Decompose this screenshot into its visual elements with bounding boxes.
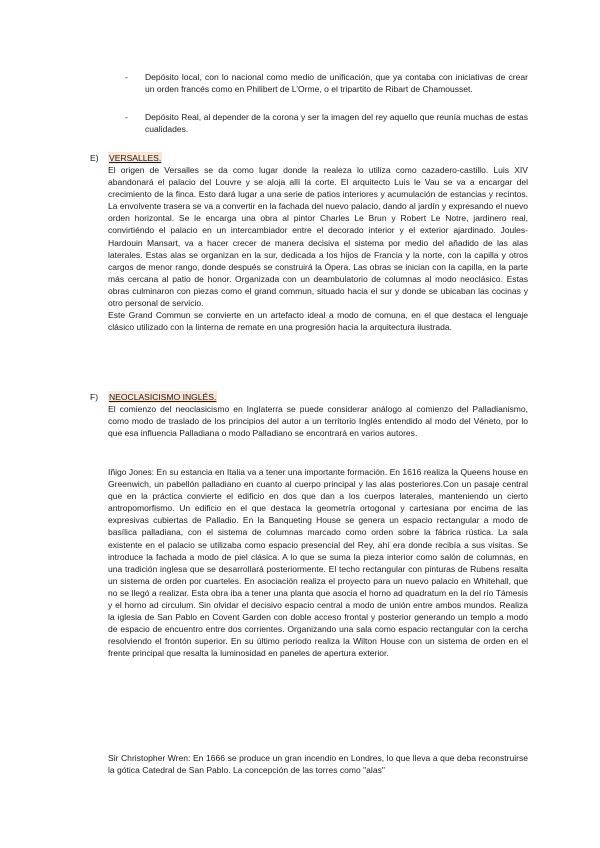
paragraph: Iñigo Jones: En su estancia en Italia va a tener una importante formación. En 1616 realiza la Queens house en Greenwich, un pabellón palladiano en cuanto al cuerpo principal y las alas posteriores.Con un pasaje central que en la práctica convierte el edificio en dos que dan a los cuerpos laterales, manteniendo un cierto antropomorfismo. Un edificio en el que destaca la geometría ortogonal y cartesiana por encima de las expresivas cubiertas de Palladio. En la Banqueting House se genera un espacio rectangular a modo de basílica palladiana, con el sistema de columnas marcado como orden sobre la fábrica rústica. La sala existente en el palacio se utilizaba como espacio presencial del Rey, ahí era donde recibía a sus visitas. Se introduce la fachada a modo de piel clásica. A lo que se suma la pieza interior como salón de columnas, en una tradición inglesa que se desarrollará posteriormente. El techo rectangular con pinturas de Rubens resalta un sistema de orden por cuarteles. En asociación realiza el proyecto para un nuevo palacio en Whitehall, que no se llegó a realizar. Esta obra iba a tener una planta que asocia el horno ad quadratum en la del río Támesis y el horno ad circulum. Sin olvidar el decisivo espacio central a modo de unión entre ambos mundos. Realiza la iglesia de San Pablo en Covent Garden con doble acceso frontal y posterior generando un templo a modo de espacio de encuentro entre dos corrientes. Organizando una sala como espacio rectangular con la cercha resolviendo el frontón superior. En su último periodo realiza la Wilton House con un sistema de orden en el frente principal que resalta la luminosidad en paneles de apertura exterior.: [108, 467, 528, 659]
neoclasicismo-intro: [108, 403, 528, 439]
paragraph: Sir Christopher Wren: En 1666 se produce un gran incendio en Londres, lo que lleva a que deba reconstruirse la gótica Catedral de San Pablo. La concepción de las torres como "alas": [108, 753, 528, 776]
bullet-marker: -: [125, 72, 128, 82]
paragraph: El comienzo del neoclasicismo en Inglaterra se puede considerar análogo al comienzo del Palladianismo, como modo de traslado de los principios del autor a un territorio Inglés entendido al modo del Véneto, por lo que esa influencia Palladiana o modo Palladiano se encontrará en varios autores.: [108, 404, 528, 439]
bullet-text: Depósito Real, al depender de la corona y ser la imagen del rey aquello que reunía muchas de estas cualidades.: [145, 112, 528, 135]
paragraph: El origen de Versalles se da como lugar donde la realeza lo utiliza como cazadero-castillo. Luis XIV abandonará el palacio del Louvre y se aloja allí la corte. El arquitecto Luis le Vau se va a encargar del crecimiento de la finca. Esto dará lugar a una serie de patios interiores y acumulación de estancias y recintos. La envolvente trasera se va a convertir en la fachada del nuevo palacio, dando al jardín y expresando el nuevo orden horizontal. Se le encarga una obra al pintor Charles Le Brun y Robert Le Notre, jardinero real, convirtiéndo el palacio en un intercambiador entre el decorado interior y el exterior ajardinado. Joules-Hardouin Mansart, va a hacer crecer de manera decisiva el sistema por medio del añadido de las alas laterales. Estas alas se organizan en la sur, dedicada a los hijos de Francia y la norte, con la capilla y otros cargos de menor rango, donde después se construirá la Ópera. Las obras se inician con la capilla, en la parte más cercana al patio de honor. Organizada con un deambulatorio de columnas al modo neoclásico. Estas obras culminaron con piezas como el grand commun, situado hacia el sur y donde se ubicaban las cocinas y otro personal de servicio.: [108, 165, 528, 309]
section-letter: E): [90, 153, 99, 163]
bullet-marker: -: [125, 112, 128, 122]
paragraph: Este Grand Commun se convierte en un artefacto ideal a modo de comuna, en el que destaca el lenguaje clásico utilizado con la linterna de remate en una progresión hacia la arquitectura ilustrada.: [108, 310, 528, 333]
section-title: VERSALLES.: [109, 153, 162, 163]
section-title: NEOCLASICISMO INGLÉS.: [109, 392, 217, 402]
wren-paragraph: [108, 752, 528, 776]
section-letter: F): [90, 392, 99, 402]
inigo-jones-paragraph: [108, 466, 528, 660]
bullet-text: Depósito local, con lo nacional como medio de unificación, que ya contaba con iniciativas de crear un orden francés como en Philibert de L’Orme, o el tripartito de Ribart de Chamousset.: [145, 72, 528, 95]
section-body-versalles: [108, 164, 528, 333]
